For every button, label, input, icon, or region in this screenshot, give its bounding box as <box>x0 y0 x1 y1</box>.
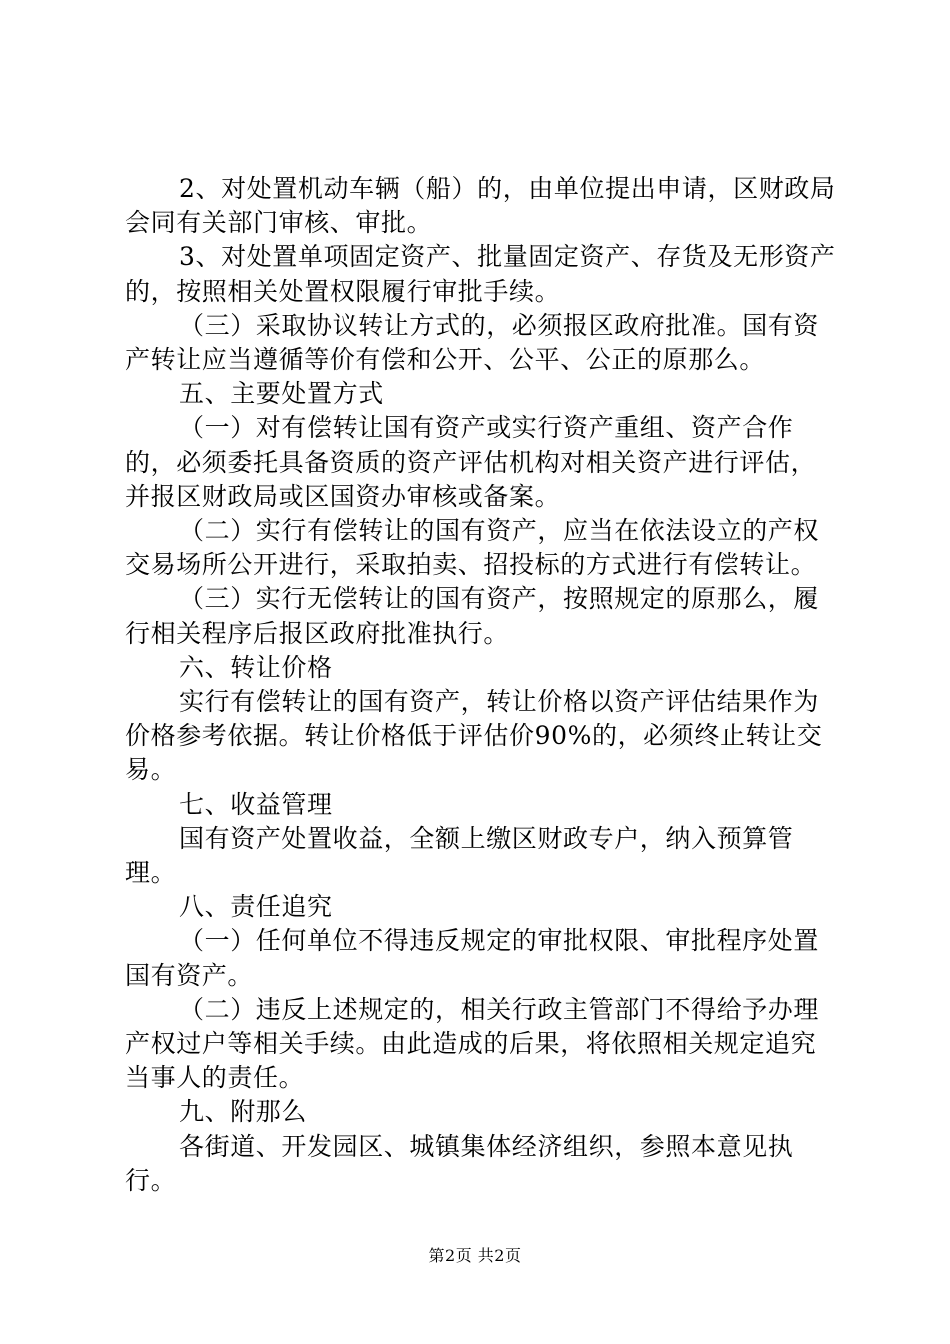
paragraph-vehicle-disposal: 2、对处置机动车辆（船）的，由单位提出申请，区财政局会同有关部门审核、审批。 <box>125 174 836 238</box>
paragraph-agreement-transfer: （三）采取协议转让方式的，必须报区政府批准。国有资产转让应当遵循等价有偿和公开、公平、公正的原那么。 <box>125 310 820 375</box>
paragraph-approval-authority: （一）任何单位不得违反规定的审批权限、审批程序处置国有资产。 <box>125 926 820 990</box>
paragraph-supplementary-provisions: 各街道、开发园区、城镇集体经济组织，参照本意见执行。 <box>125 1131 794 1195</box>
paragraph-violation-consequences: （二）违反上述规定的，相关行政主管部门不得给予办理产权过户等相关手续。由此造成的后果，将依照相关规定追究当事人的责任。 <box>125 994 820 1093</box>
heading-transfer-price: 六、转让价格 <box>179 652 333 682</box>
heading-revenue-management: 七、收益管理 <box>179 789 333 819</box>
paragraph-asset-evaluation: （一）对有偿转让国有资产或实行资产重组、资产合作的，必须委托具备资质的资产评估机构对相关资产进行评估，并报区财政局或区国资办审核或备案。 <box>125 413 817 511</box>
paragraph-transfer-price: 实行有偿转让的国有资产，转让价格以资产评估结果作为价格参考依据。转让价格低于评估价90%的，必须终止转让交易。 <box>125 687 823 785</box>
heading-accountability: 八、责任追究 <box>179 892 333 922</box>
heading-main-disposal-methods: 五、主要处置方式 <box>179 379 384 409</box>
page-footer: 第2页 共2页 <box>428 1246 522 1265</box>
paragraph-revenue-management: 国有资产处置收益，全额上缴区财政专户，纳入预算管理。 <box>125 823 794 888</box>
paragraph-free-transfer: （三）实行无偿转让的国有资产，按照规定的原那么，履行相关程序后报区政府批准执行。 <box>125 584 820 648</box>
paragraph-paid-transfer: （二）实行有偿转让的国有资产，应当在依法设立的产权交易场所公开进行，采取拍卖、招投标的方式进行有偿转让。 <box>125 516 820 580</box>
heading-supplementary-provisions: 九、附那么 <box>179 1097 308 1127</box>
paragraph-fixed-asset-disposal: 3、对处置单项固定资产、批量固定资产、存货及无形资产的，按照相关处置权限履行审批手续。 <box>125 242 836 306</box>
document-body <box>125 172 841 1198</box>
